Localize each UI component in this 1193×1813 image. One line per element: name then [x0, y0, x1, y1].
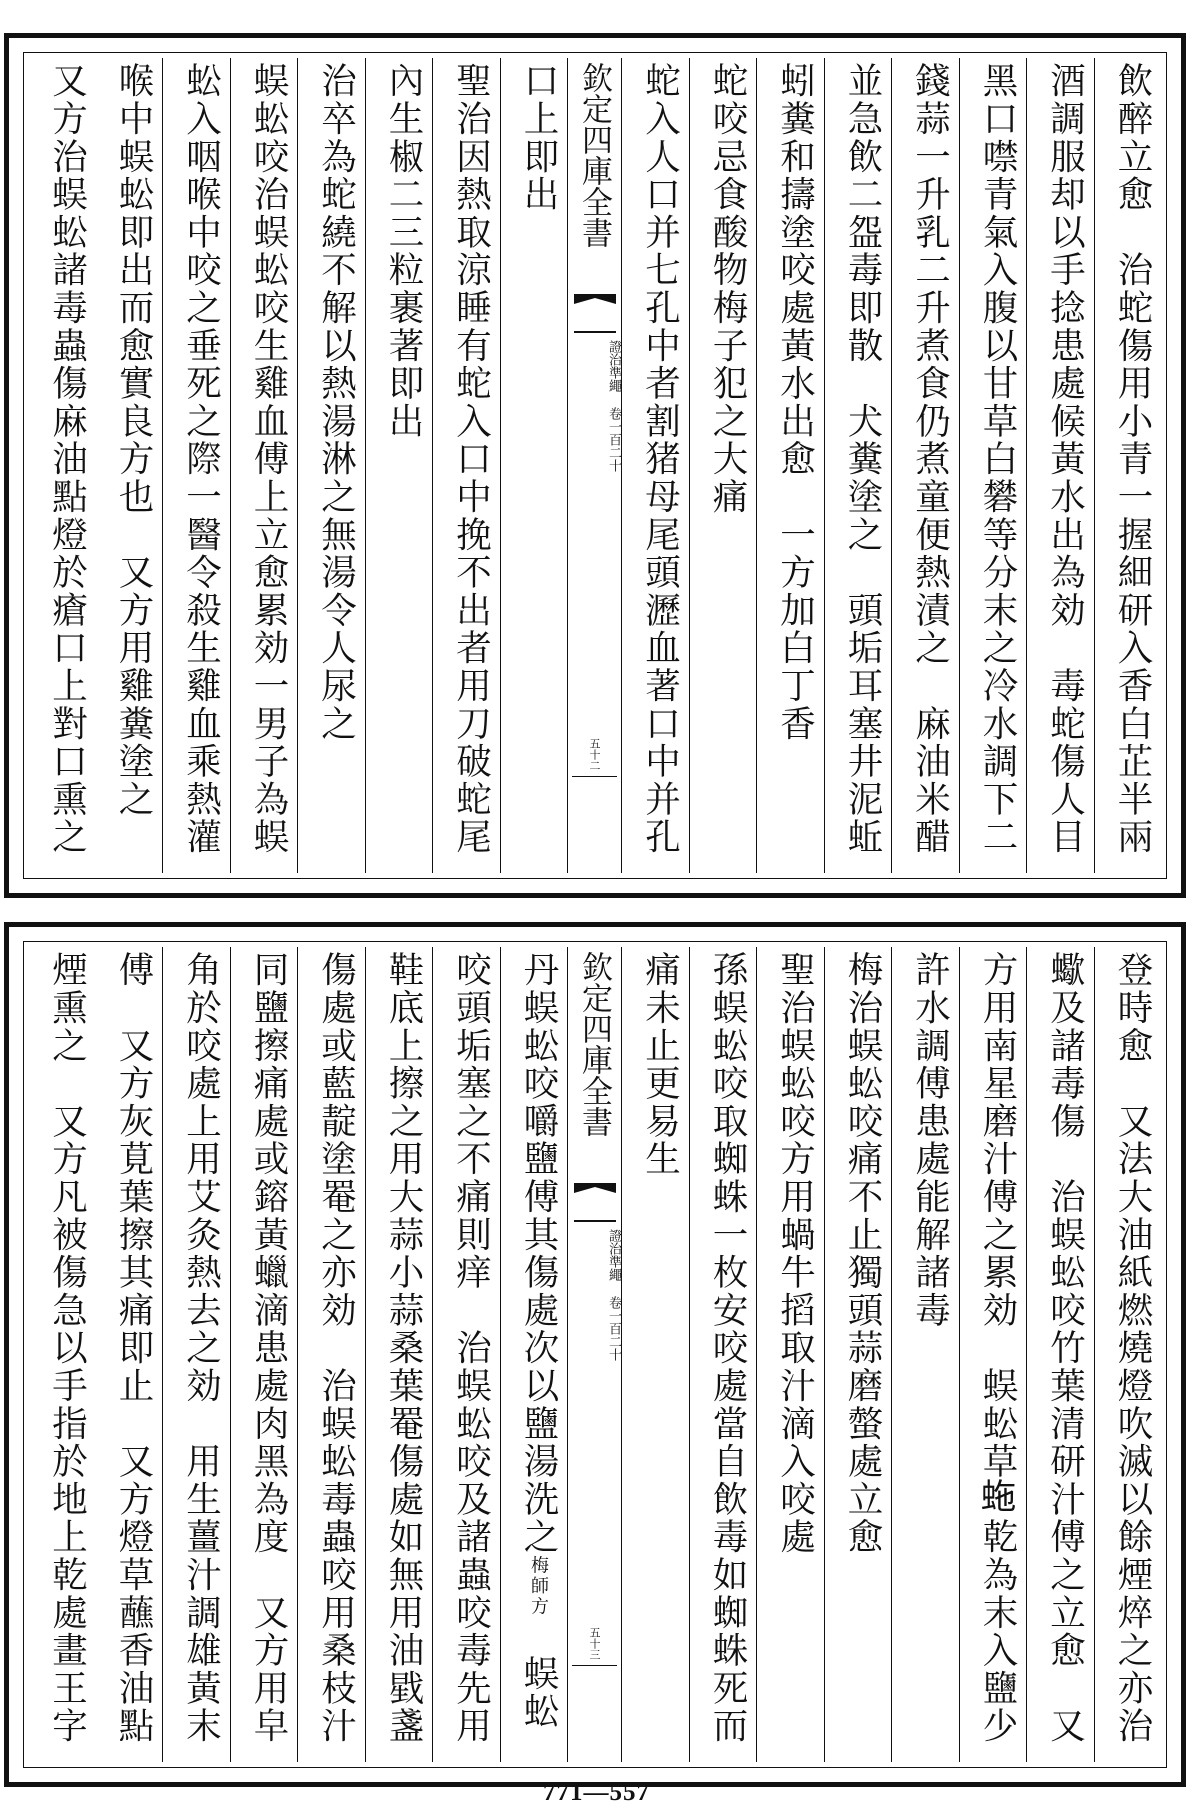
text-column: 傷處或藍靛塗罨之亦効 治蜈蚣毒蟲咬用桑枝汁 — [298, 947, 366, 1762]
lower-page — [4, 922, 1186, 1787]
text-column: 酒調服却以手捻患處候黃水出為効 毒蛇傷人目 — [1027, 58, 1095, 873]
text-column: 蚣入咽喉中咬之垂死之際一醫令殺生雞血乘熱灌 — [163, 58, 231, 873]
text-column: 又方治蜈蚣諸毒蟲傷麻油點燈於瘡口上對口熏之 — [46, 62, 88, 856]
volume-text: 卷一百二十 — [606, 1296, 621, 1361]
fish-tail-ornament — [574, 294, 616, 334]
center-margin — [568, 947, 622, 1762]
text-column: 傅 又方灰莧葉擦其痛即止 又方燈草蘸香油點 — [96, 947, 164, 1762]
book-subtitle — [568, 340, 621, 560]
text-column: 孫蜈蚣咬取蜘蛛一枚安咬處當自飲毒如蜘蛛死而 — [690, 947, 758, 1762]
text-column: 梅治蜈蚣咬痛不止獨頭蒜磨螫處立愈 — [825, 947, 893, 1762]
text-column: 飲醉立愈 治蛇傷用小青一握細研入香白芷半兩 — [1112, 62, 1153, 856]
text-column: 鞋底上擦之用大蒜小蒜桑葉罨傷處如無用油戥盞 — [366, 947, 434, 1762]
column-text: 丹蜈蚣咬嚼鹽傅其傷處次以鹽湯洗之 — [518, 951, 559, 1556]
text-column: 聖治因熱取涼睡有蛇入口中挽不出者用刀破蛇尾 — [433, 58, 501, 873]
text-column: 蠍及諸毒傷 治蜈蚣咬竹葉清研汁傅之立愈 又 — [1027, 947, 1095, 1762]
text-column: 許水調傅患處能解諸毒 — [892, 947, 960, 1762]
upper-page — [4, 33, 1186, 898]
text-column: 聖治蜈蚣咬方用蝸牛搯取汁滴入咬處 — [757, 947, 825, 1762]
text-column: 方用南星磨汁傅之累効 蜈蚣草𧉮乾為末入鹽少 — [960, 947, 1028, 1762]
text-column: 登時愈 又法大油紙燃燒燈吹滅以餘煙焠之亦治 — [1112, 951, 1153, 1745]
text-column: 黑口噤青氣入腹以甘草白礬等分末之冷水調下二 — [960, 58, 1028, 873]
volume-text: 卷一百二十 — [606, 407, 621, 472]
text-column: 煙熏之 又方凡被傷急以手指於地上乾處畫王字 — [46, 951, 88, 1745]
text-column: 治卒為蛇繞不解以熱湯淋之無湯令人尿之 — [298, 58, 366, 873]
book-subtitle — [568, 1229, 621, 1449]
text-column: 錢蒜一升乳二升煮食仍煮童便熱漬之 麻油米醋 — [892, 58, 960, 873]
lower-page-columns — [29, 947, 1161, 1762]
source-note: 梅師方 — [528, 1555, 549, 1617]
fish-tail-ornament — [574, 1183, 616, 1223]
text-column: 喉中蜈蚣即出而愈實良方也 又方用雞糞塗之 — [96, 58, 164, 873]
book-title: 欽定四庫全書 — [576, 62, 612, 248]
upper-page-columns — [29, 58, 1161, 873]
column-text: 蜈蚣 — [518, 1616, 559, 1731]
text-column: 蛇入人口并七孔中者割猪母尾頭瀝血著口中并孔 — [622, 58, 690, 873]
text-column: 蜈蚣咬治蜈蚣咬生雞血傅上立愈累効一男子為蜈 — [231, 58, 299, 873]
folio-number: 五十三 — [588, 1627, 601, 1660]
page-number: 771—557 — [543, 1779, 650, 1806]
text-column: 角於咬處上用艾灸熱去之効 用生薑汁調雄黃末 — [163, 947, 231, 1762]
folio-number: 五十二 — [588, 738, 601, 771]
subtitle-text: 證治準繩 — [606, 340, 621, 392]
text-column — [501, 947, 569, 1762]
subtitle-text: 證治準繩 — [606, 1229, 621, 1281]
text-column: 蛇咬忌食酸物梅子犯之大痛 — [690, 58, 758, 873]
text-column: 蚓糞和擣塗咬處黃水出愈 一方加白丁香 — [757, 58, 825, 873]
text-column: 內生椒二三粒裹著即出 — [366, 58, 434, 873]
text-column: 咬頭垢塞之不痛則痒 治蜈蚣咬及諸蟲咬毒先用 — [433, 947, 501, 1762]
divider-rule — [572, 776, 617, 777]
book-title: 欽定四庫全書 — [576, 951, 612, 1137]
text-column: 痛未止更易生 — [622, 947, 690, 1762]
divider-rule — [572, 1665, 617, 1666]
text-column: 口上即出 — [501, 58, 569, 873]
text-column: 同鹽擦痛處或鎔黃蠟滴患處肉黑為度 又方用皁 — [231, 947, 299, 1762]
center-margin — [568, 58, 622, 873]
text-column: 並急飲二盌毒即散 犬糞塗之 頭垢耳塞井泥蚯 — [825, 58, 893, 873]
